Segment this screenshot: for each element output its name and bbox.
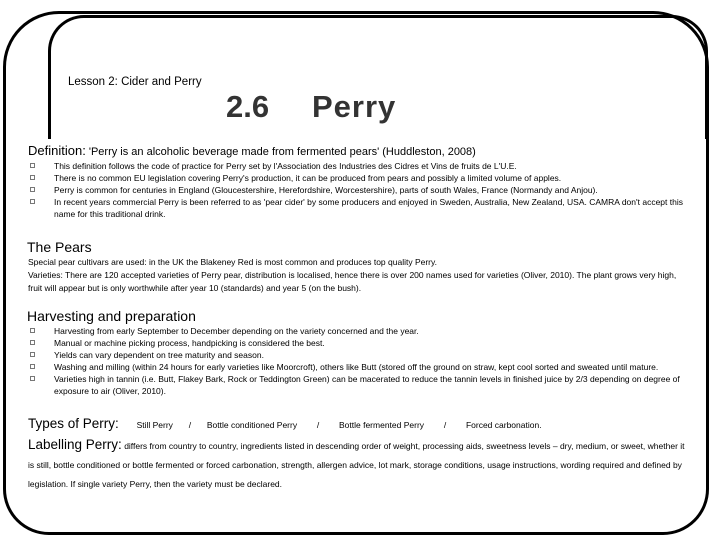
harvesting-list [30,325,692,397]
lesson-label: Lesson 2: Cider and Perry [68,76,202,88]
types-line [28,416,542,431]
type-forced-carbonation: Forced carbonation. [465,420,542,430]
harvesting-heading: Harvesting and preparation [27,308,196,324]
bullet-icon [30,352,35,357]
types-label: Types of Perry: [28,416,119,431]
list-item: There is no common EU legislation covering Perry's production, it can be produced from pears and possibly a limited volume of apples. [30,172,690,184]
type-separator: / [443,420,447,430]
type-separator: / [316,420,320,430]
definition-label: Definition: [28,143,86,158]
bullet-icon [30,376,35,381]
list-item: Washing and milling (within 24 hours for early varieties like Moorcroft), others like Butt (stored off the ground on straw, kept cool sorted and sweated until mature. [30,361,692,373]
bullet-icon [30,163,35,168]
bullet-icon [30,187,35,192]
title-word: Perry [312,89,397,124]
definition-text: 'Perry is an alcoholic beverage made from fermented pears' (Huddleston, 2008) [88,146,476,158]
list-item: Yields can vary dependent on tree maturity and season. [30,349,692,361]
type-bottle-conditioned: Bottle conditioned Perry [206,420,298,430]
labelling-paragraph [28,435,688,494]
bullet-icon [30,199,35,204]
bullet-icon [30,364,35,369]
list-item: Manual or machine picking process, handpicking is considered the best. [30,337,692,349]
type-bottle-fermented: Bottle fermented Perry [339,420,425,430]
bullet-icon [30,175,35,180]
labelling-text: differs from country to country, ingredients listed in descending order of weight, processing aids, sweetness levels – dry, medium, or sweet, whether it is still, bottle conditioned or bottle fermented or forced carbonation, strength, allergen advice, lot mark, storage conditions, usage instructions, wording required and defined by legislation. If single variety Perry, then the variety must be declared. [28,441,685,489]
definition [28,143,476,158]
list-item: This definition follows the code of practice for Perry set by l'Association des Industries des Cidres et Vins de fruits de L'U.E. [30,160,690,172]
bullet-icon [30,340,35,345]
type-still: Still Perry [136,420,173,430]
bullet-icon [30,328,35,333]
list-item: Perry is common for centuries in England (Gloucestershire, Herefordshire, Worcestershire), parts of south Wales, France (Normandy and Anjou). [30,184,690,196]
type-separator: / [188,420,192,430]
list-item: Varieties high in tannin (i.e. Butt, Flakey Bark, Rock or Teddington Green) can be macerated to reduce the tannin levels in finished juice by 2/3 depending on degree of exposure to air (Oliver, 2010). [30,373,692,397]
page-title [0,89,720,131]
pears-text [28,256,688,295]
definition-list [30,160,690,220]
labelling-label: Labelling Perry: [28,437,122,452]
pears-varieties: Varieties: There are 120 accepted varieties of Perry pear, distribution is localised, hence there is over 200 names used for varieties (Oliver, 2010). The plant grows very high, fruit will appear but is only worthwhile after year 10 (standards) and year 5 (on the bush). [28,270,677,293]
list-item: Harvesting from early September to December depending on the variety concerned and the year. [30,325,692,337]
title-number: 2.6 [226,89,270,124]
pears-line: Special pear cultivars are used: in the UK the Blakeney Red is most common and produces top quality Perry. [28,257,437,267]
pears-heading: The Pears [27,239,92,255]
list-item: In recent years commercial Perry is been referred to as 'pear cider' by some producers and enjoyed in Sweden, Australia, New Zealand, USA. CAMRA don't accept this name for this traditional drink. [30,196,690,220]
